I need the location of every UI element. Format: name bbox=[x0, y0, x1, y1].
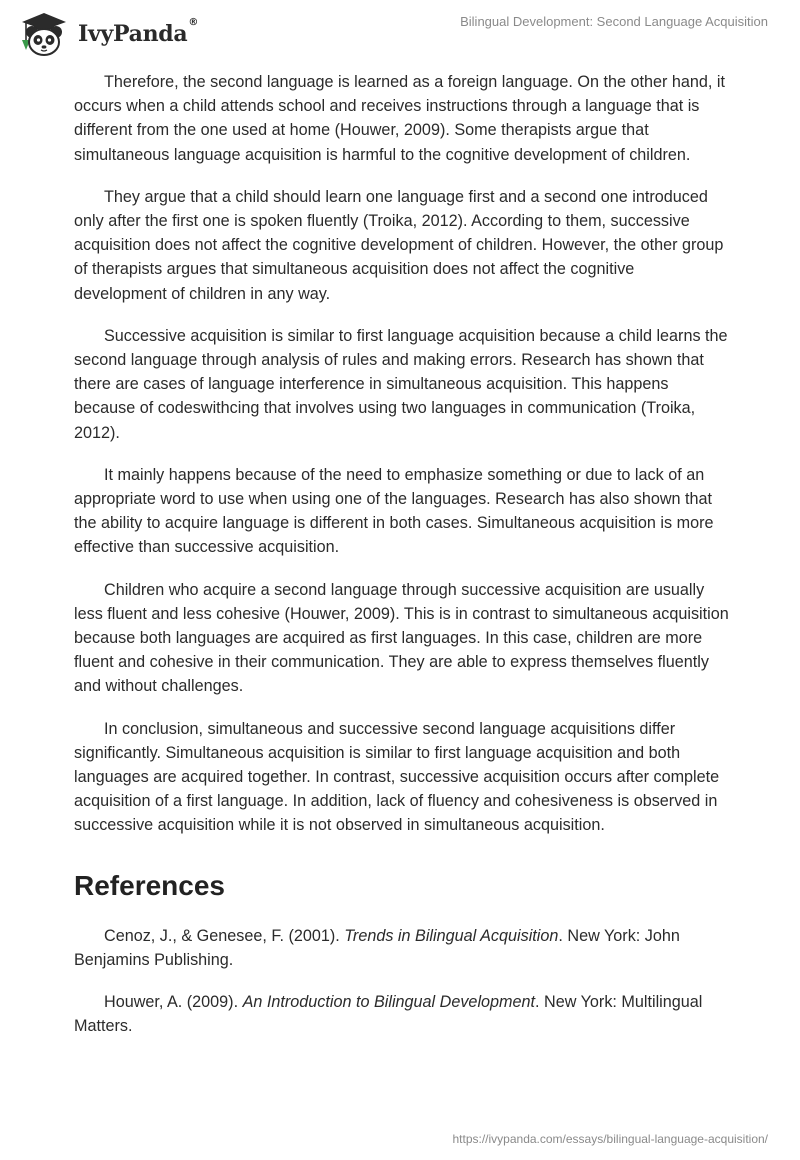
body-paragraph-2: They argue that a child should learn one language first and a second one introduced only after the first one is spoken fluently (Troika, 2012). According to them, successive acquisition does not affect the cognitive development of children. However, the other group of therapists argues that simultaneous acquisition does not affect the cognitive development of children in any way. bbox=[74, 187, 724, 303]
page-header bbox=[0, 0, 800, 70]
reference-item-2 bbox=[74, 990, 730, 1038]
running-title: Bilingual Development: Second Language Acquisition bbox=[460, 14, 768, 29]
brand-name bbox=[78, 17, 199, 47]
reference-1-publisher: . New York: John Benjamins Publishing. bbox=[74, 926, 680, 969]
reference-1-authors: Cenoz, J., & Genesee, F. (2001). bbox=[104, 926, 345, 945]
brand-logo[interactable] bbox=[14, 10, 198, 58]
reference-item-1 bbox=[74, 924, 730, 972]
reference-1-title: Trends in Bilingual Acquisition bbox=[344, 926, 559, 945]
registered-mark: ® bbox=[188, 17, 199, 28]
body-paragraph-5: Children who acquire a second language through successive acquisition are usually less fluent and less cohesive (Houwer, 2009). This is in contrast to simultaneous acquisition because both languages are acquired as first languages. In this case, children are more fluent and cohesive in their communication. They are able to express themselves fluently and without challenges. bbox=[74, 580, 729, 696]
body-paragraph-4: It mainly happens because of the need to emphasize something or due to lack of an appropriate word to use when using one of the languages. Research has also shown that the ability to acquire language is different in both cases. Simultaneous acquisition is more effective than successive acquisition. bbox=[74, 465, 714, 557]
essay-content bbox=[74, 70, 730, 1057]
source-url[interactable]: https://ivypanda.com/essays/bilingual-language-acquisition/ bbox=[452, 1132, 768, 1146]
reference-2-publisher: . New York: Multilingual Matters. bbox=[74, 993, 703, 1036]
reference-2-title: An Introduction to Bilingual Development bbox=[242, 993, 536, 1012]
body-paragraph-3: Successive acquisition is similar to first language acquisition because a child learns the second language through analysis of rules and making errors. Research has shown that there are cases of language interference in simultaneous acquisition. This happens because of codeswithcing that involves using two languages in communication (Troika, 2012). bbox=[74, 326, 728, 442]
body-paragraph-1: Therefore, the second language is learned as a foreign language. On the other hand, it occurs when a child attends school and receives instructions through a language that is different from the one used at home (Houwer, 2009). Some therapists argue that simultaneous language acquisition is harmful to the cognitive development of children. bbox=[74, 73, 725, 164]
brand-name-text: IvyPanda bbox=[78, 21, 188, 47]
references-heading: References bbox=[74, 869, 225, 901]
reference-2-authors: Houwer, A. (2009). bbox=[104, 993, 243, 1012]
panda-graduate-icon bbox=[14, 10, 74, 58]
body-paragraph-6: In conclusion, simultaneous and successive second language acquisitions differ significantly. Simultaneous acquisition is similar to first language acquisition and both languages are acquired together. In contrast, successive acquisition occurs after complete acquisition of a first language. In addition, lack of fluency and cohesiveness is observed in successive acquisition while it is not observed in simultaneous acquisition. bbox=[74, 719, 720, 835]
